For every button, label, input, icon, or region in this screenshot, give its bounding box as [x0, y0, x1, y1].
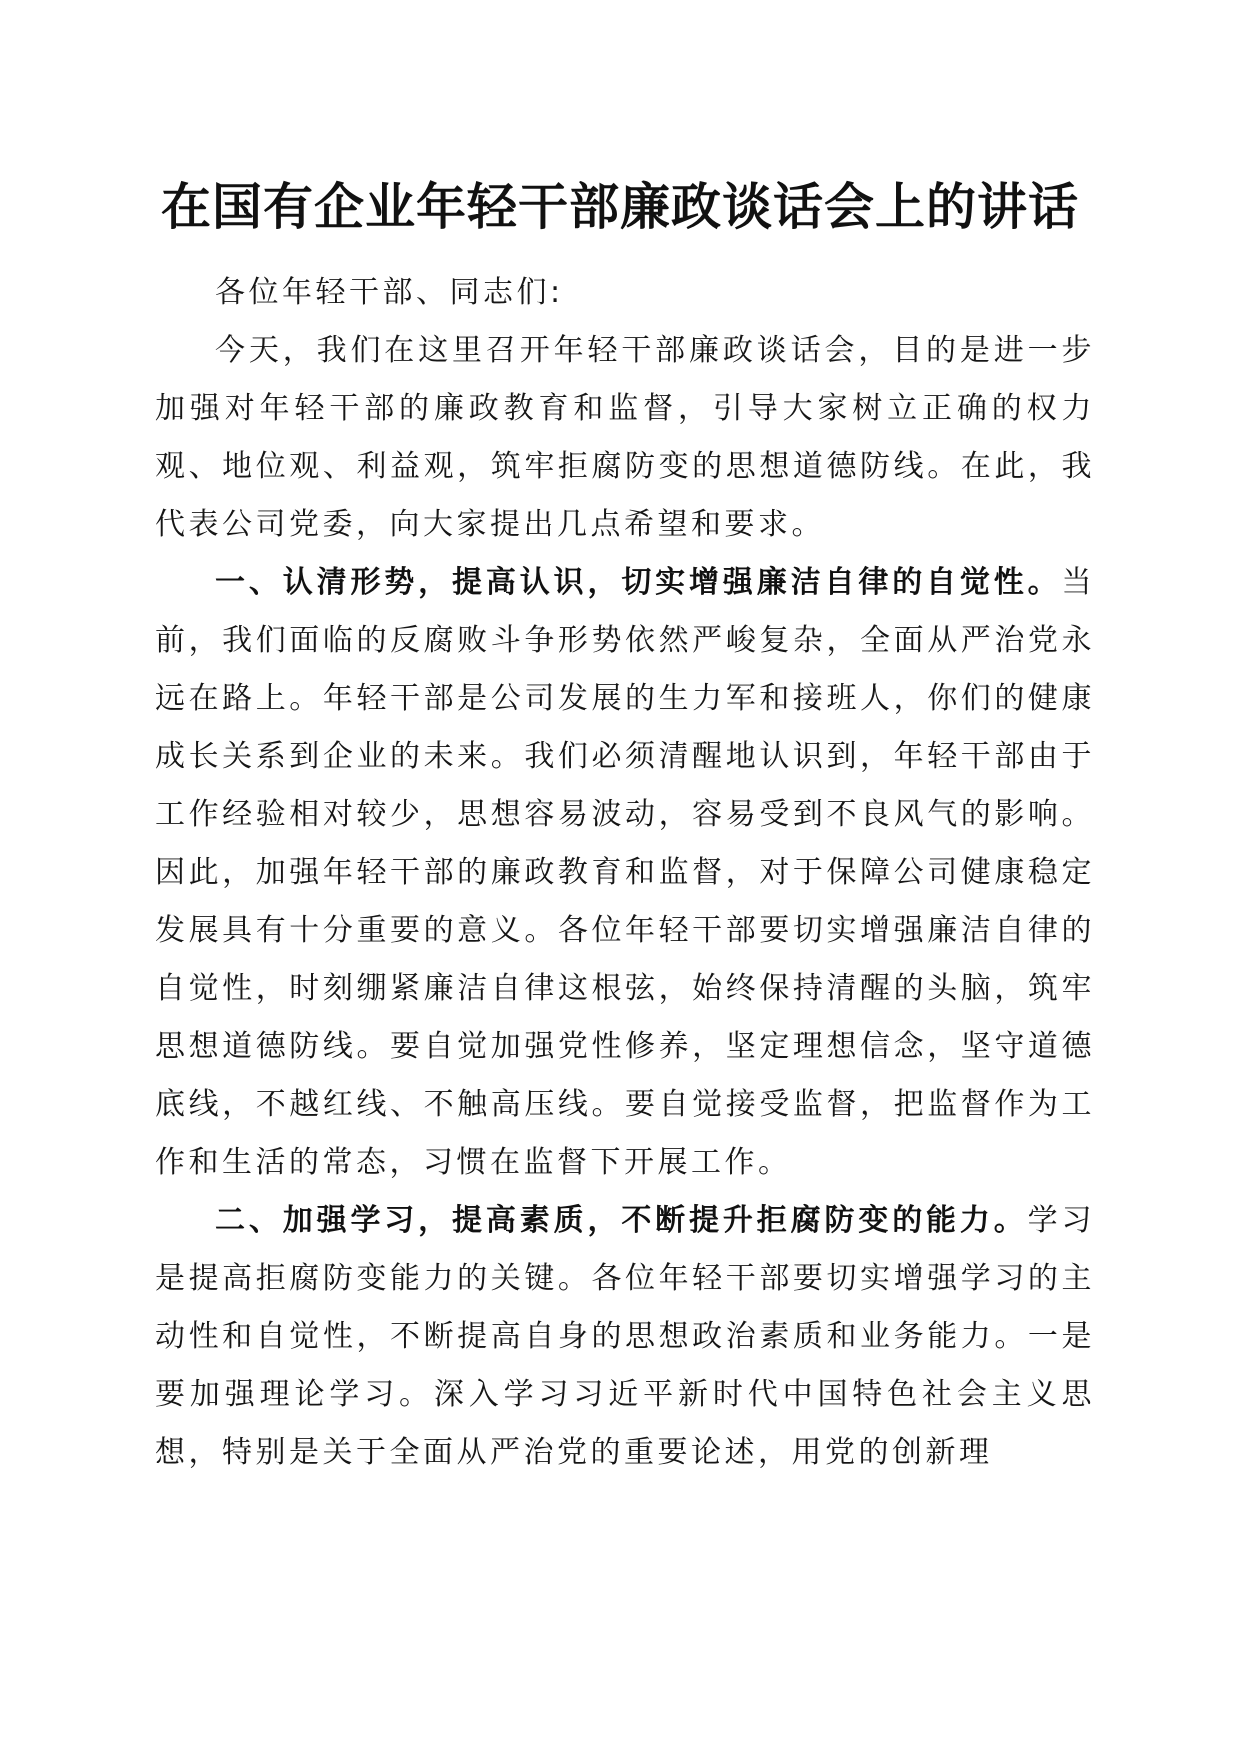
document-body — [155, 264, 1095, 1482]
paragraph-section-1 — [155, 554, 1095, 1192]
section-heading: 二、加强学习，提高素质，不断提升拒腐防变的能力。 — [215, 1203, 1028, 1238]
paragraph-section-2 — [155, 1192, 1095, 1482]
greeting: 各位年轻干部、同志们: — [215, 275, 564, 310]
paragraph-text: 学习是提高拒腐防变能力的关键。各位年轻干部要切实增强学习的主动性和自觉性，不断提高自身的思想政治素质和业务能力。一是要加强理论学习。深入学习习近平新时代中国特色社会主义思想，特别是关于全面从严治党的重要论述，用党的创新理 — [155, 1203, 1096, 1470]
document-title: 在国有企业年轻干部廉政谈话会上的讲话 — [161, 177, 1079, 236]
section-heading: 一、认清形势，提高认识，切实增强廉洁自律的自觉性。 — [215, 565, 1062, 600]
paragraph-intro — [155, 322, 1095, 554]
paragraph-text: 当前，我们面临的反腐败斗争形势依然严峻复杂，全面从严治党永远在路上。年轻干部是公司发展的生力军和接班人，你们的健康成长关系到企业的未来。我们必须清醒地认识到，年轻干部由于工作经验相对较少，思想容易波动，容易受到不良风气的影响。因此，加强年轻干部的廉政教育和监督，对于保障公司健康稳定发展具有十分重要的意义。各位年轻干部要切实增强廉洁自律的自觉性，时刻绷紧廉洁自律这根弦，始终保持清醒的头脑，筑牢思想道德防线。要自觉加强党性修养，坚定理想信念，坚守道德底线，不越红线、不触高压线。要自觉接受监督，把监督作为工作和生活的常态，习惯在监督下开展工作。 — [155, 565, 1095, 1180]
paragraph-text: 今天，我们在这里召开年轻干部廉政谈话会，目的是进一步加强对年轻干部的廉政教育和监督，引导大家树立正确的权力观、地位观、利益观，筑牢拒腐防变的思想道德防线。在此，我代表公司党委，向大家提出几点希望和要求。 — [155, 333, 1095, 542]
